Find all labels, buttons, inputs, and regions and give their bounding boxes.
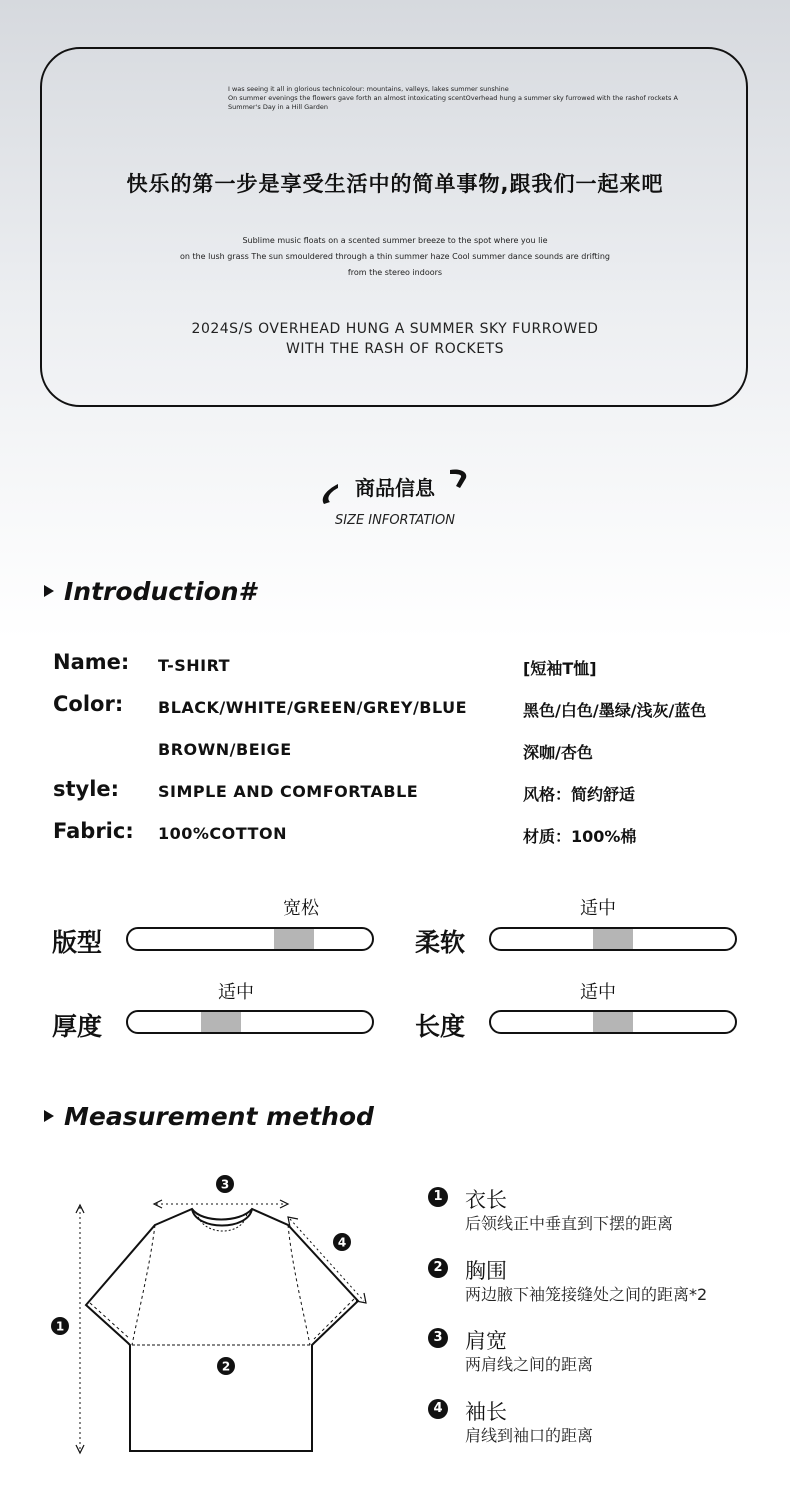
measure-title-shoulder: 肩宽: [465, 1329, 507, 1353]
label-style: style:: [53, 777, 120, 801]
measurement-heading-text: Measurement method: [64, 1102, 374, 1131]
gauge-label-thickness: 厚度: [52, 1012, 103, 1041]
banner-headline: 快乐的第一步是享受生活中的简单事物,跟我们一起来吧: [126, 172, 664, 196]
tshirt-diagram: [40, 1165, 380, 1465]
sleeve-arrow-head-top: [288, 1217, 298, 1227]
measure-title-sleeve: 袖长: [465, 1400, 507, 1424]
label-color: Color:: [53, 692, 124, 716]
value-fabric: 100%COTTON: [158, 824, 287, 843]
gauge-level-length: 适中: [580, 982, 616, 1003]
gauge-bar-length: [489, 1010, 737, 1034]
gauge-level-softness: 适中: [580, 898, 616, 919]
marker-chest-icon: [217, 1357, 235, 1375]
gauge-bar-softness: [489, 927, 737, 951]
marker-sleeve-icon: [333, 1233, 351, 1251]
gauge-marker: [274, 929, 314, 949]
marker-shoulder-icon: [216, 1175, 234, 1193]
season-line: 2024S/S OVERHEAD HUNG A SUMMER SKY FURROWED: [191, 321, 599, 337]
triangle-bullet-icon: [44, 1110, 54, 1122]
gauge-label-softness: 柔软: [415, 928, 466, 957]
label-name: Name:: [53, 650, 130, 674]
gauge-marker: [593, 1012, 633, 1032]
sublime-line: from the stereo indoors: [347, 268, 443, 277]
value-style: SIMPLE AND COMFORTABLE: [158, 782, 419, 801]
marker-length-icon: [51, 1317, 69, 1335]
measure-num-length: 1: [428, 1187, 448, 1207]
gauge-bar-fit: [126, 927, 374, 951]
measurement-heading: [44, 1102, 374, 1131]
measure-desc-shoulder: 两肩线之间的距离: [465, 1355, 594, 1374]
banner-season: [0, 319, 790, 359]
season-line: WITH THE RASH OF ROCKETS: [286, 341, 504, 357]
cn-color: 黑色/白色/墨绿/浅灰/蓝色: [523, 701, 707, 720]
measure-title-length: 衣长: [465, 1188, 507, 1212]
introduction-heading-text: Introduction#: [64, 577, 256, 606]
value-name: T-SHIRT: [158, 656, 231, 675]
tshirt-outline: [86, 1209, 358, 1451]
value-color-extra: BROWN/BEIGE: [158, 740, 292, 759]
gauge-bar-thickness: [126, 1010, 374, 1034]
value-color: BLACK/WHITE/GREEN/GREY/BLUE: [158, 698, 468, 717]
cn-style: 风格：简约舒适: [523, 785, 636, 804]
section-subtitle: SIZE INFORTATION: [334, 513, 456, 528]
gauge-marker: [201, 1012, 241, 1032]
marker-shoulder-number: 3: [220, 1177, 230, 1192]
triangle-bullet-icon: [44, 585, 54, 597]
sublime-line: Sublime music floats on a scented summer breeze to the spot where you lie: [242, 236, 548, 245]
cn-fabric: 材质：100%棉: [523, 827, 637, 846]
cn-color-extra: 深咖/杏色: [523, 743, 593, 762]
measure-desc-length: 后领线正中垂直到下摆的距离: [465, 1214, 674, 1233]
measure-num-chest: 2: [428, 1258, 448, 1278]
measure-num-shoulder: 3: [428, 1328, 448, 1348]
introduction-heading: [44, 577, 256, 606]
measure-desc-chest: 两边腋下袖笼接缝处之间的距离*2: [465, 1285, 708, 1304]
marker-length-number: 1: [55, 1319, 65, 1334]
quote-line: On summer evenings the flowers gave forth an almost intoxicating scentOverhead hung a summer sky furrowed with the rashof rockets A Summer's Day in a Hill Garden: [228, 94, 678, 111]
marker-chest-number: 2: [221, 1359, 231, 1374]
cn-name: [短袖T恤]: [523, 659, 597, 678]
label-fabric: Fabric:: [53, 819, 134, 843]
measure-desc-sleeve: 肩线到袖口的距离: [465, 1426, 594, 1445]
right-bracket-icon: [446, 466, 472, 496]
banner-sublime: [0, 233, 790, 281]
measure-title-chest: 胸围: [465, 1259, 507, 1283]
gauge-label-fit: 版型: [52, 928, 103, 957]
marker-sleeve-number: 4: [337, 1235, 347, 1250]
section-title: 商品信息: [355, 476, 435, 500]
quote-line: I was seeing it all in glorious technicolour: mountains, valleys, lakes summer sunshine: [228, 85, 509, 93]
sublime-line: on the lush grass The sun smouldered through a thin summer haze Cool summer dance sounds are drifting: [179, 252, 611, 261]
gauge-label-length: 长度: [415, 1012, 466, 1041]
gauge-level-fit: 宽松: [283, 898, 319, 919]
gauge-level-thickness: 适中: [218, 982, 254, 1003]
gauge-marker: [593, 929, 633, 949]
banner-quote: [228, 85, 698, 112]
measure-num-sleeve: 4: [428, 1399, 448, 1419]
